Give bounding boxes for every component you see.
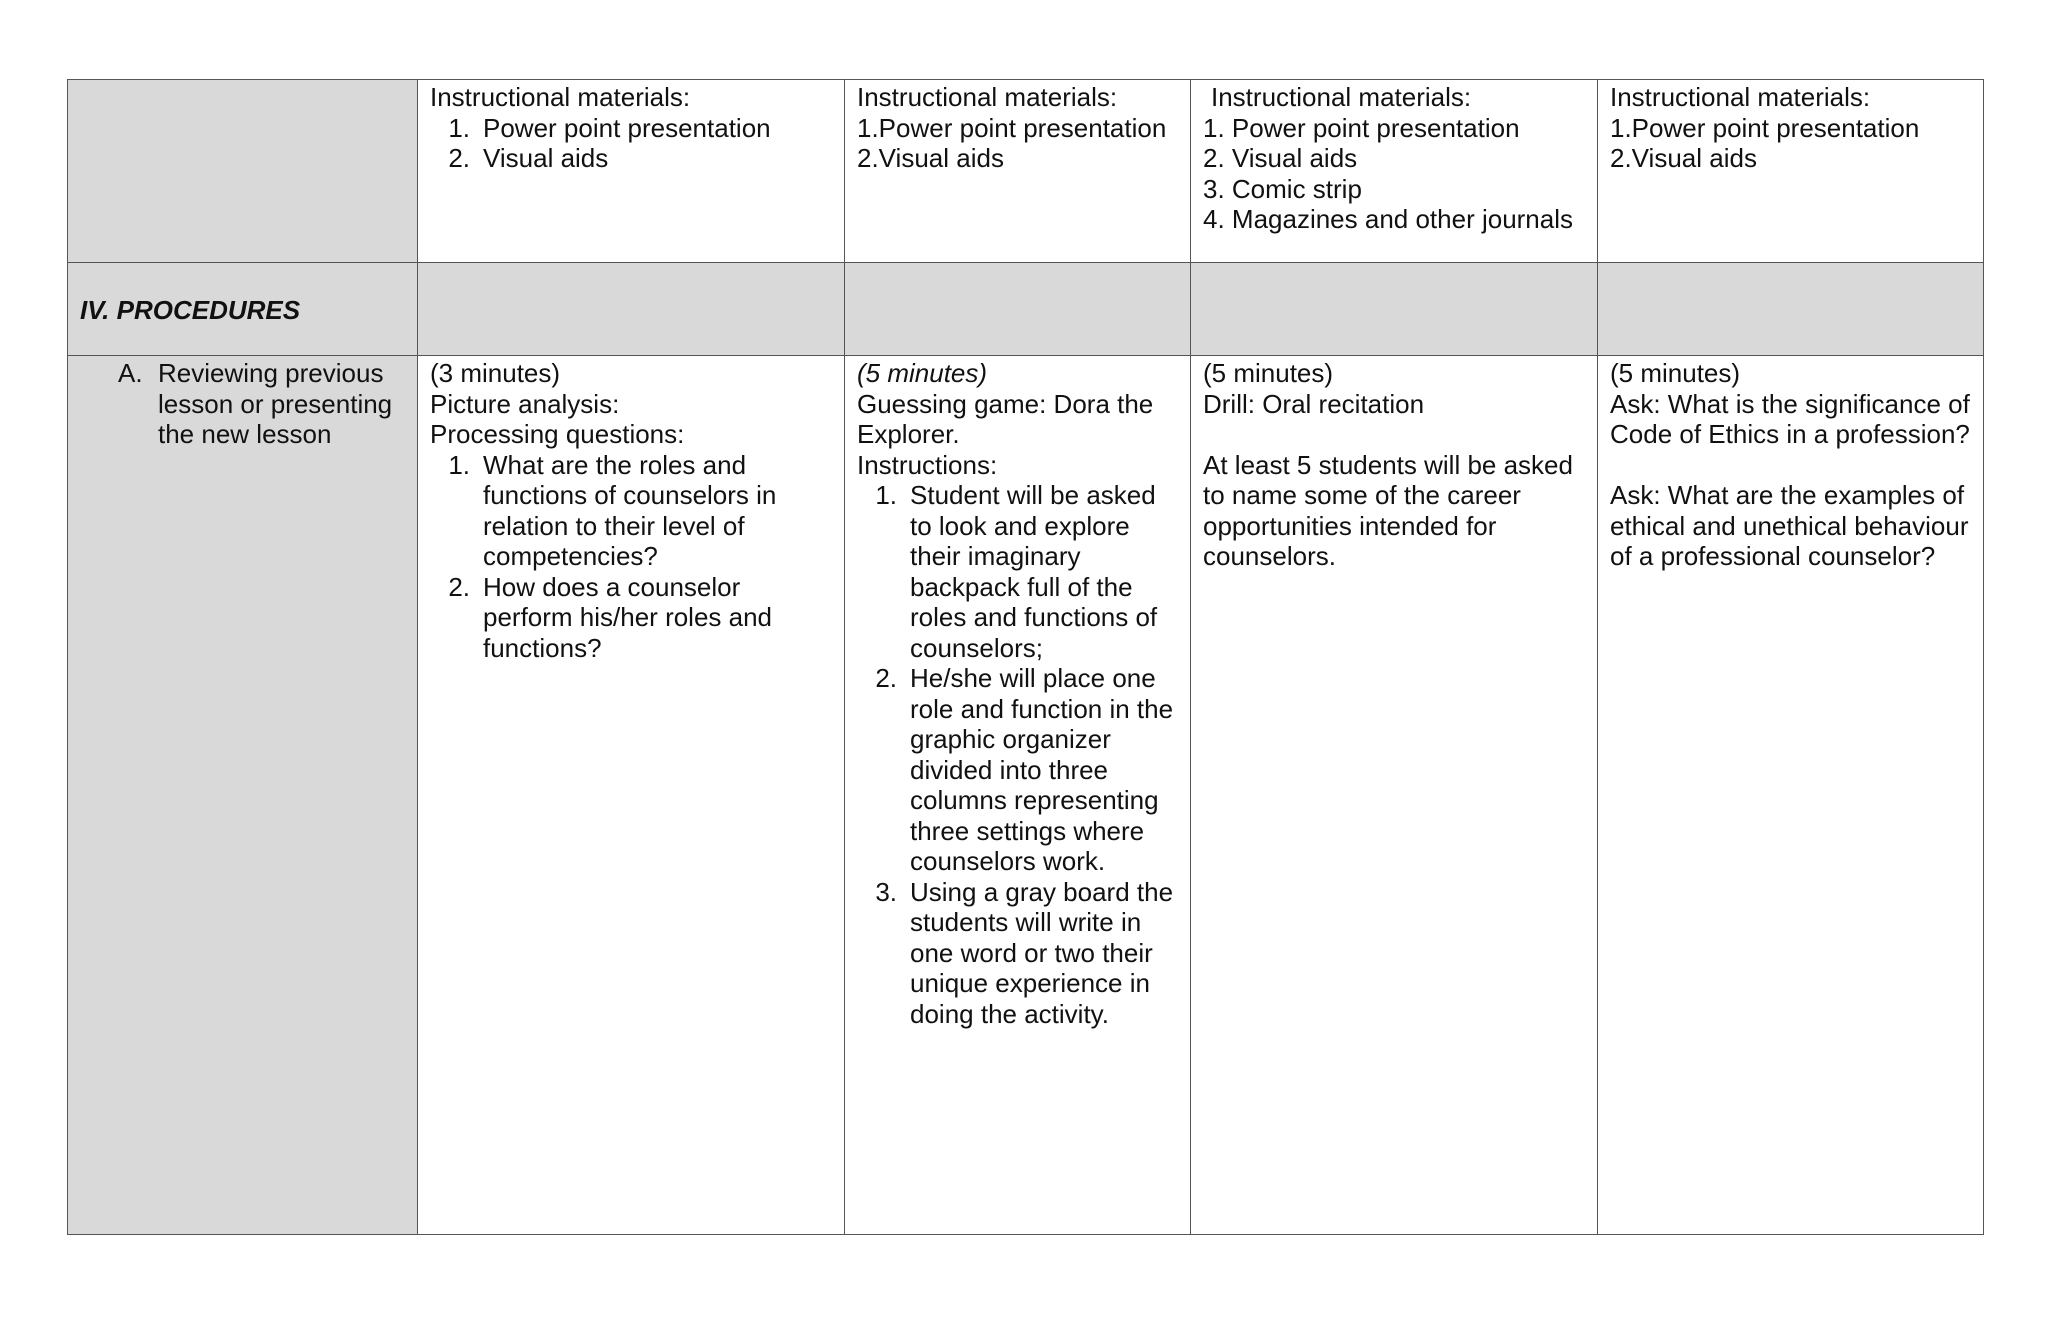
materials-heading: Instructional materials: — [1211, 82, 1472, 112]
materials-heading: Instructional materials: — [1610, 82, 1871, 112]
activity-line: Drill: Oral recitation — [1203, 388, 1425, 419]
lesson-plan-table — [67, 79, 1984, 1235]
materials-line: 2.Visual aids — [1610, 143, 1757, 173]
materials-cell-2 — [845, 80, 1191, 263]
review-label-cell — [68, 356, 418, 1235]
spacer — [1203, 419, 1585, 450]
instructions-list — [857, 480, 1178, 1029]
list-item — [430, 572, 832, 664]
review-cell-1 — [418, 356, 845, 1235]
list-number: 1. — [875, 480, 897, 510]
spacer — [1610, 450, 1971, 481]
materials-label-cell — [68, 80, 418, 263]
procedures-cell-1 — [418, 263, 845, 356]
list-text: He/she will place one role and function in the graphic organizer divided into three columns representing three settings where counselors work. — [910, 663, 1174, 876]
activity-line: Processing questions: — [430, 419, 685, 449]
review-cell-3 — [1191, 356, 1598, 1235]
materials-cell-1 — [418, 80, 845, 263]
question-paragraph: Ask: What is the significance of Code of Ethics in a profession? — [1610, 388, 1970, 449]
list-text: Student will be asked to look and explore their imaginary backpack full of the roles and functions of counselors; — [910, 480, 1158, 663]
activity-line: Instructions: — [857, 449, 998, 480]
time-label: (5 minutes) — [1203, 358, 1334, 388]
time-label: (3 minutes) — [430, 358, 561, 388]
procedures-cell-3 — [1191, 263, 1598, 356]
list-item — [857, 877, 1178, 1030]
materials-line: 2. Visual aids — [1203, 143, 1358, 173]
materials-line: 1.Power point presentation — [1610, 112, 1920, 143]
materials-line: 1. Power point presentation — [1203, 112, 1520, 143]
section-title: IV. PROCEDURES — [68, 263, 418, 356]
list-item — [857, 480, 1178, 663]
list-number: A. — [118, 358, 143, 388]
list-number: 1. — [448, 112, 470, 143]
list-item — [857, 663, 1178, 877]
procedures-row — [68, 263, 1984, 356]
questions-list — [430, 450, 832, 664]
time-label: (5 minutes) — [857, 358, 988, 388]
time-label: (5 minutes) — [1610, 358, 1741, 388]
list-item — [430, 113, 832, 144]
materials-line: 2.Visual aids — [857, 143, 1004, 173]
review-cell-4 — [1598, 356, 1984, 1235]
question-paragraph: Ask: What are the examples of ethical and unethical behaviour of a professional counselor? — [1610, 480, 1969, 571]
list-item — [430, 450, 832, 572]
list-number: 2. — [448, 143, 470, 173]
list-number: 2. — [448, 571, 470, 602]
materials-heading: Instructional materials: — [857, 82, 1118, 112]
list-number: 1. — [448, 449, 470, 480]
list-text: Visual aids — [483, 143, 609, 173]
review-row — [68, 356, 1984, 1235]
review-cell-2 — [845, 356, 1191, 1235]
materials-cell-3 — [1191, 80, 1598, 263]
list-item — [430, 143, 832, 174]
materials-line: 3. Comic strip — [1203, 173, 1362, 204]
list-text: Reviewing previous lesson or presenting the new lesson — [158, 358, 393, 449]
list-text: What are the roles and functions of counselors in relation to their level of competencies? — [483, 449, 777, 571]
list-text: Using a gray board the students will write in one word or two their unique experience in doing the activity. — [910, 876, 1174, 1029]
materials-heading: Instructional materials: — [430, 82, 691, 112]
materials-list — [430, 113, 832, 174]
materials-line: 1.Power point presentation — [857, 112, 1167, 143]
procedures-cell-2 — [845, 263, 1191, 356]
activity-line: Picture analysis: — [430, 388, 620, 419]
materials-row — [68, 80, 1984, 263]
materials-line: 4. Magazines and other journals — [1203, 204, 1574, 234]
review-label — [80, 358, 405, 450]
list-text: How does a counselor perform his/her roles and functions? — [483, 571, 773, 663]
list-number: 2. — [875, 663, 897, 693]
list-number: 3. — [875, 876, 897, 907]
procedures-cell-4 — [1598, 263, 1984, 356]
activity-line: Guessing game: Dora the Explorer. — [857, 388, 1154, 449]
list-text: Power point presentation — [483, 112, 771, 143]
activity-paragraph: At least 5 students will be asked to name some of the career opportunities intended for counselors. — [1203, 449, 1573, 571]
materials-cell-4 — [1598, 80, 1984, 263]
